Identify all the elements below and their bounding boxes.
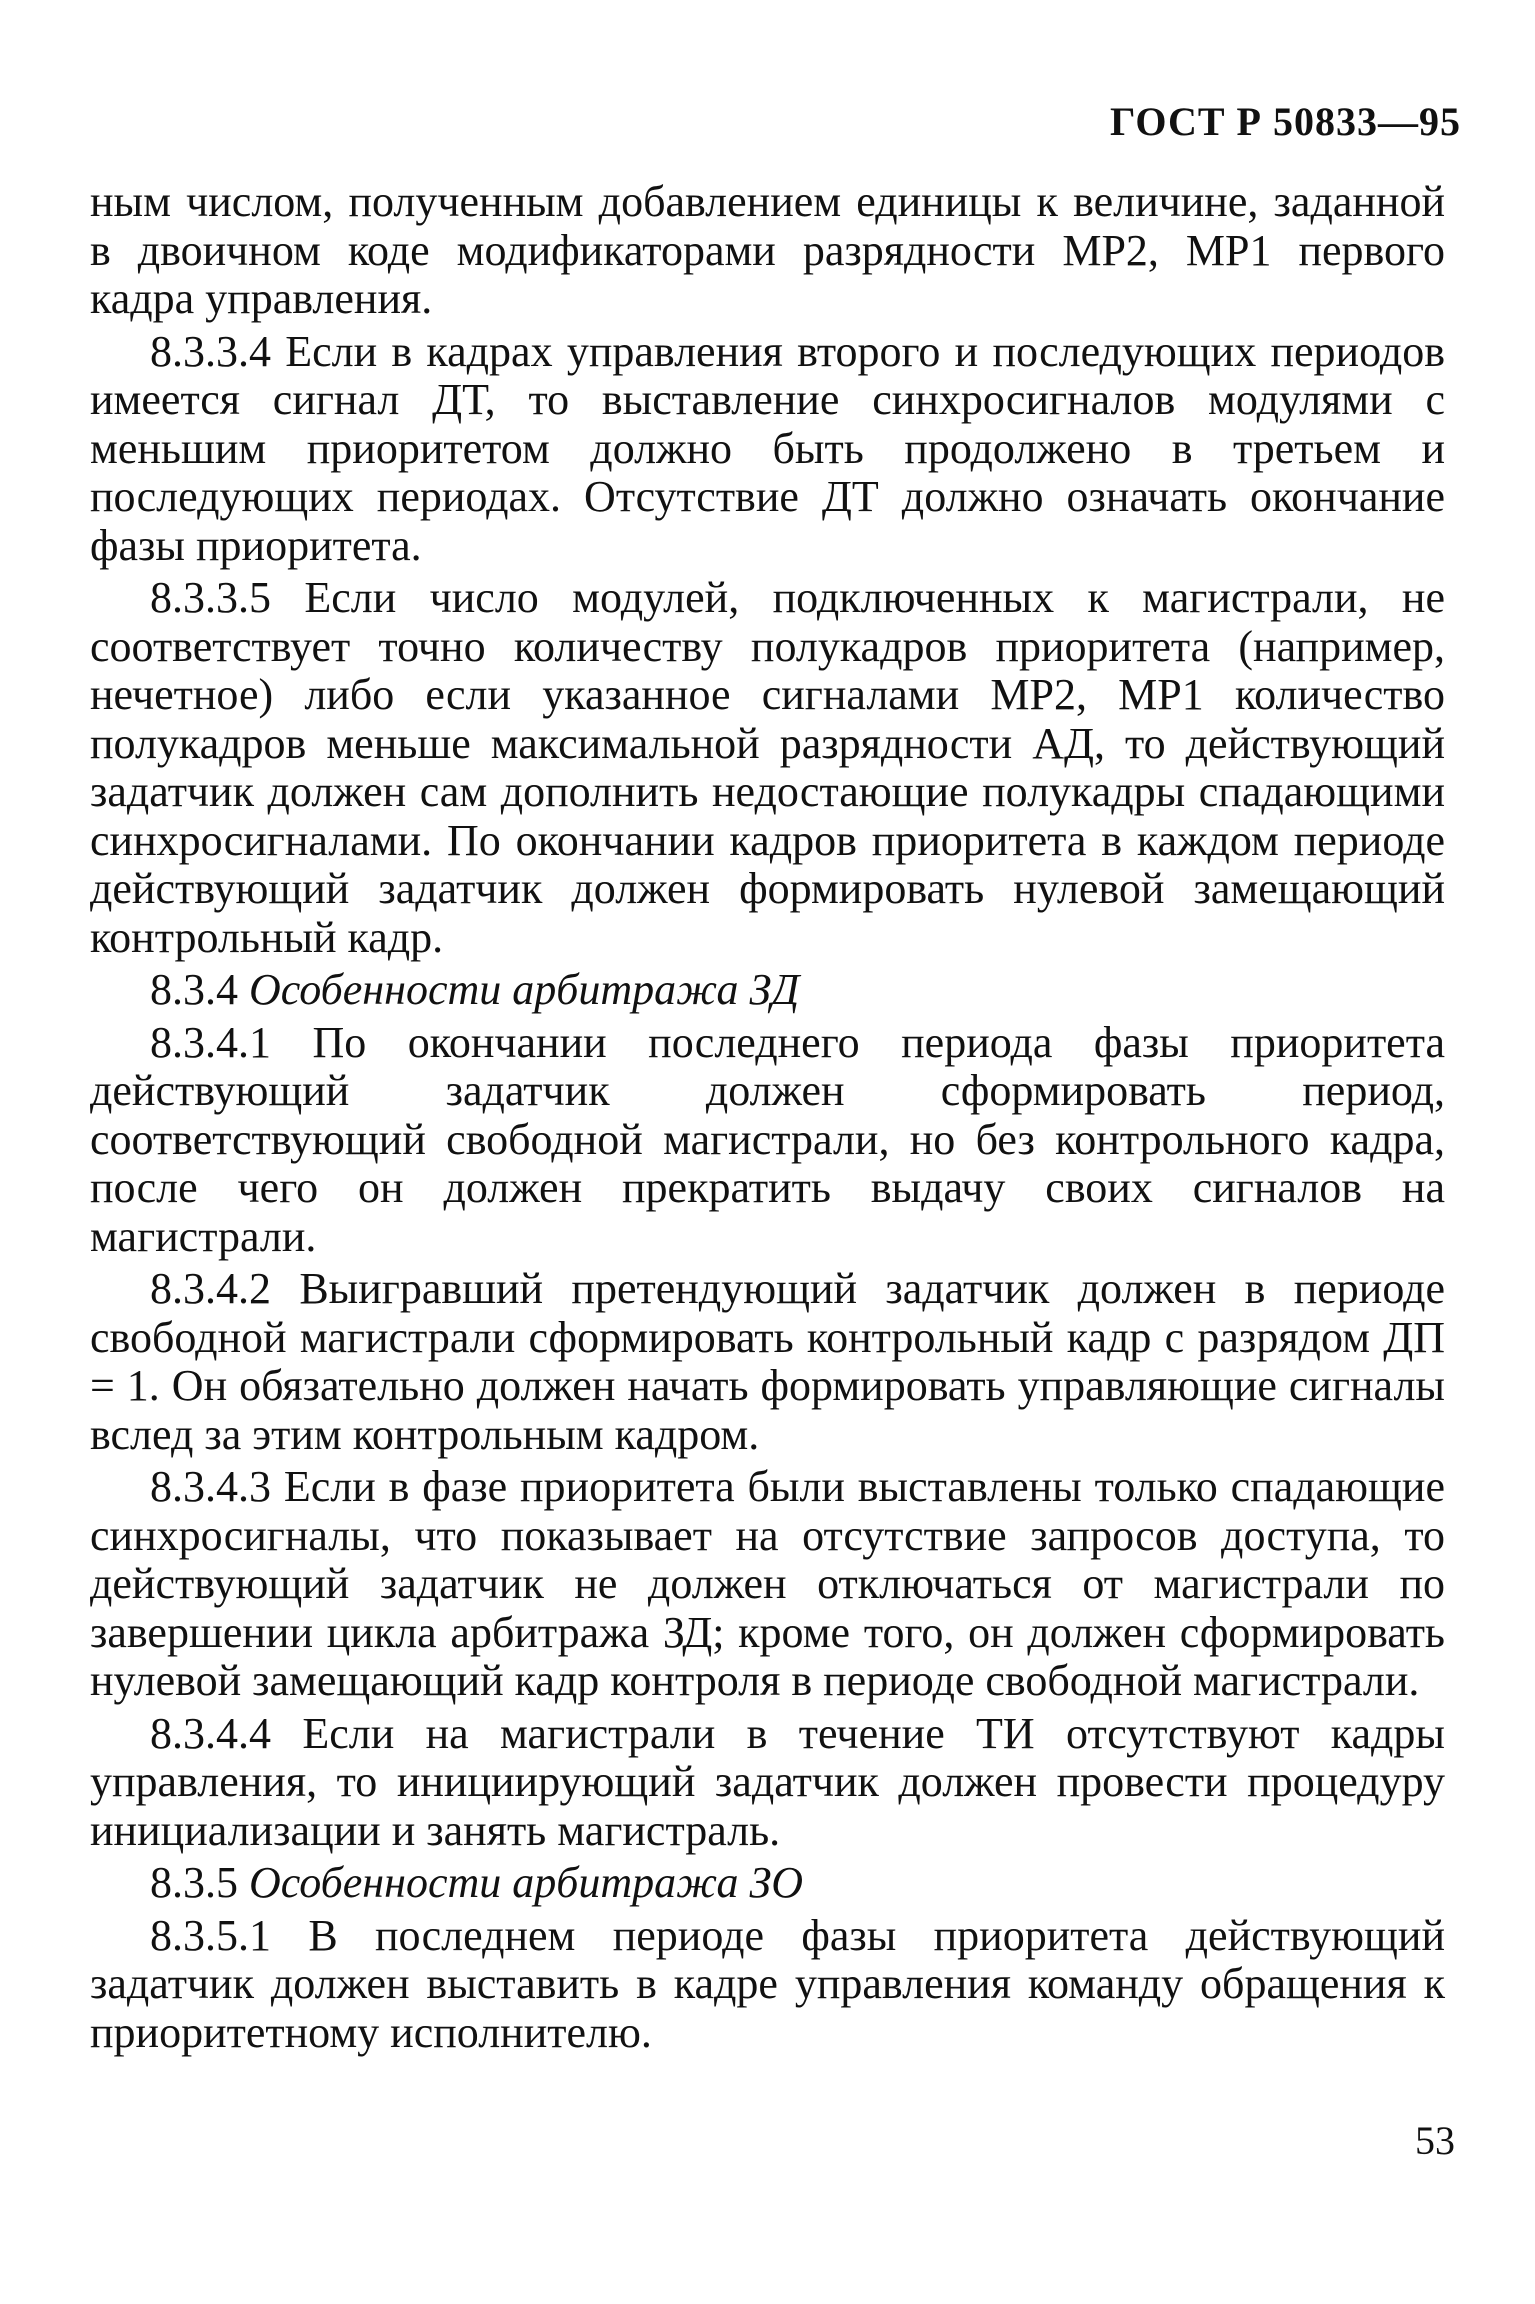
paragraph-8-3-4-2: 8.3.4.2 Выигравший претендующий задатчик должен в периоде свободной магистрали сформировать контрольный кадр с разрядом ДП = 1. Он обязательно должен начать формировать управляющие сигналы вслед за этим контрольным кадром. <box>90 1264 1445 1459</box>
section-title: Особенности арбитража ЗД <box>249 965 800 1014</box>
document-header: ГОСТ Р 50833—95 <box>1109 99 1461 144</box>
paragraph-8-3-4-4: 8.3.4.4 Если на магистрали в течение ТИ отсутствуют кадры управления, то инициирующий задатчик должен провести процедуру инициализации и занять магистраль. <box>90 1708 1445 1855</box>
section-title: Особенности арбитража ЗО <box>249 1858 804 1907</box>
paragraph-continuation: ным числом, полученным добавлением единицы к величине, заданной в двоичном коде модификаторами разрядности МР2, МР1 первого кадра управления. <box>90 177 1445 323</box>
paragraph-8-3-3-4: 8.3.3.4 Если в кадрах управления второго и последующих периодов имеется сигнал ДТ, то выставление синхросигналов модулями с меньшим приоритетом должно быть продолжено в третьем и последующих периодах. Отсутствие ДТ должно означать окончание фазы приоритета. <box>90 326 1445 570</box>
section-number: 8.3.4 <box>150 965 238 1014</box>
paragraph-8-3-3-5: 8.3.3.5 Если число модулей, подключенных к магистрали, не соответствует точно количеству полукадров приоритета (например, нечетное) либо если указанное сигналами МР2, МР1 количество полукадров меньше максимальной разрядности АД, то действующий задатчик должен сам дополнить недостающие полукадры спадающими синхросигналами. По окончании кадров приоритета в каждом периоде действующий задатчик должен формировать нулевой замещающий контрольный кадр. <box>90 573 1445 962</box>
section-heading-8-3-4 <box>90 966 1445 1015</box>
section-heading-8-3-5 <box>90 1859 1445 1908</box>
document-body <box>90 178 1445 2061</box>
section-number: 8.3.5 <box>150 1858 238 1907</box>
paragraph-8-3-5-1: 8.3.5.1 В последнем периоде фазы приоритета действующий задатчик должен выставить в кадре управления команду обращения к приоритетному исполнителю. <box>90 1910 1445 2057</box>
paragraph-8-3-4-1: 8.3.4.1 По окончании последнего периода фазы приоритета действующий задатчик должен сформировать период, соответствующий свободной магистрали, но без контрольного кадра, после чего он должен прекратить выдачу своих сигналов на магистрали. <box>90 1017 1445 1261</box>
page-number: 53 <box>1415 2118 1455 2163</box>
paragraph-8-3-4-3: 8.3.4.3 Если в фазе приоритета были выставлены только спадающие синхросигналы, что показывает на отсутствие запросов доступа, то действующий задатчик не должен отключаться от магистрали по завершении цикла арбитража ЗД; кроме того, он должен сформировать нулевой замещающий кадр контроля в периоде свободной магистрали. <box>90 1462 1445 1705</box>
